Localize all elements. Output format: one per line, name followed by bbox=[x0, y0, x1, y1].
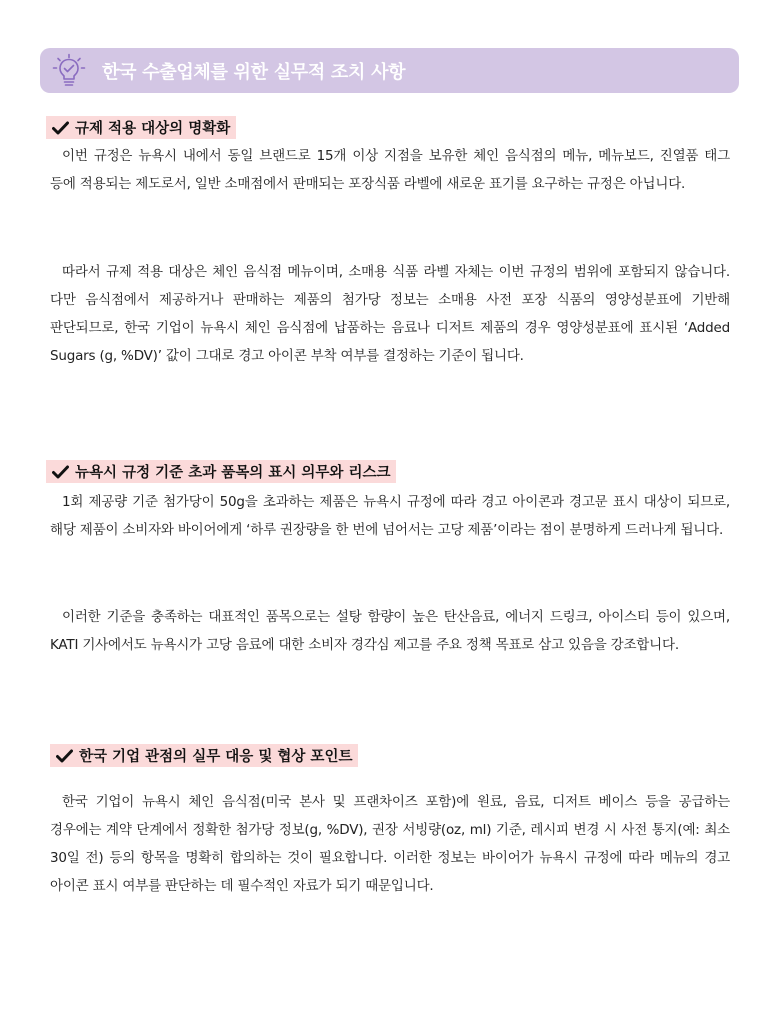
section-heading-text: 한국 기업 관점의 실무 대응 및 협상 포인트 bbox=[79, 749, 353, 765]
section-heading-1 bbox=[46, 116, 236, 139]
section-banner bbox=[40, 48, 739, 93]
paragraph: 이러한 기준을 충족하는 대표적인 품목으로는 설탕 함량이 높은 탄산음료, 에너지 드링크, 아이스티 등이 있으며, KATI 기사에서도 뉴욕시가 고당 음료에 대한 소비자 경각심 제고를 주요 정책 목표로 삼고 있음을 강조합니다. bbox=[50, 609, 730, 653]
paragraph: 이번 규정은 뉴욕시 내에서 동일 브랜드로 15개 이상 지점을 보유한 체인 음식점의 메뉴, 메뉴보드, 진열품 태그 등에 적용되는 제도로서, 일반 소매점에서 판매되는 포장식품 라벨에 새로운 표기를 요구하는 규정은 아닙니다. bbox=[50, 148, 730, 192]
banner-title: 한국 수출업체를 위한 실무적 조치 사항 bbox=[102, 61, 406, 83]
lightbulb-check-icon bbox=[52, 53, 86, 89]
paragraph: 한국 기업이 뉴욕시 체인 음식점(미국 본사 및 프랜차이즈 포함)에 원료, 음료, 디저트 베이스 등을 공급하는 경우에는 계약 단계에서 정확한 첨가당 정보(g, %DV), 권장 서빙량(oz, ml) 기준, 레시피 변경 시 사전 통지(예: 최소 30일 전) 등의 항목을 명확히 합의하는 것이 필요합니다. 이러한 정보는 바이어가 뉴욕시 규정에 따라 메뉴의 경고 아이콘 표시 여부를 판단하는 데 필수적인 자료가 되기 때문입니다. bbox=[50, 794, 730, 894]
paragraph: 따라서 규제 적용 대상은 체인 음식점 메뉴이며, 소매용 식품 라벨 자체는 이번 규정의 범위에 포함되지 않습니다. 다만 음식점에서 제공하거나 판매하는 제품의 첨가당 정보는 소매용 사전 포장 식품의 영양성분표에 기반해 판단되므로, 한국 기업이 뉴욕시 체인 음식점에 납품하는 음료나 디저트 제품의 경우 영양성분표에 표시된 ‘Added Sugars (g, %DV)’ 값이 그대로 경고 아이콘 부착 여부를 결정하는 기준이 됩니다. bbox=[50, 264, 730, 364]
section-heading-2 bbox=[46, 460, 396, 483]
section-heading-3 bbox=[50, 744, 358, 767]
section-heading-text: 규제 적용 대상의 명확화 bbox=[75, 121, 231, 137]
checkmark-icon bbox=[52, 465, 69, 479]
paragraph: 1회 제공량 기준 첨가당이 50g을 초과하는 제품은 뉴욕시 규정에 따라 경고 아이콘과 경고문 표시 대상이 되므로, 해당 제품이 소비자와 바이어에게 ‘하루 권장량을 한 번에 넘어서는 고당 제품’이라는 점이 분명하게 드러나게 됩니다. bbox=[50, 494, 730, 538]
checkmark-icon bbox=[56, 749, 73, 763]
section-heading-text: 뉴욕시 규정 기준 초과 품목의 표시 의무와 리스크 bbox=[75, 465, 391, 481]
checkmark-icon bbox=[52, 121, 69, 135]
